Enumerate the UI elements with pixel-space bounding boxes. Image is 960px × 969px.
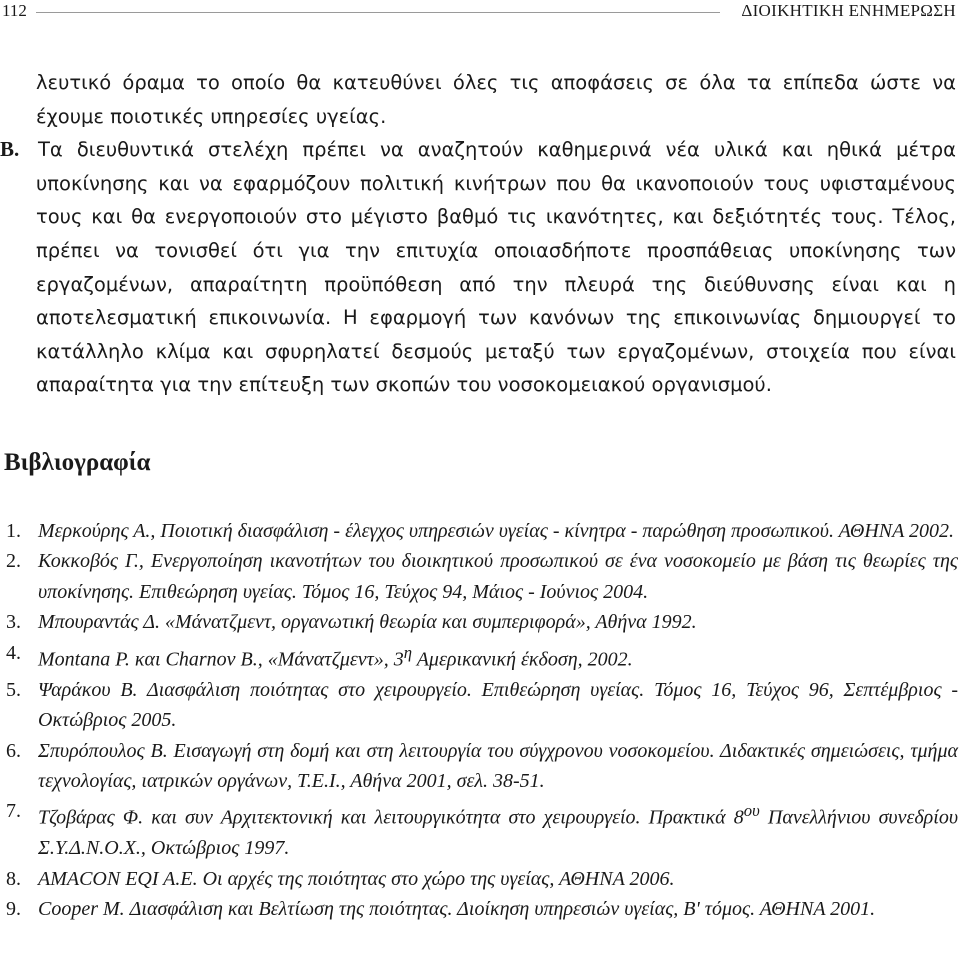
reference-item bbox=[6, 864, 958, 894]
reference-text: Μερκούρης Α., Ποιοτική διασφάλιση - έλεγχος υπηρεσιών υγείας - κίνητρα - παρώθηση προσωπικού. ΑΘΗΝΑ 2002. bbox=[38, 520, 955, 542]
header-rule bbox=[36, 12, 720, 13]
reference-text-part: Τζοβάρας Φ. και συν Αρχιτεκτονική και λειτουργικότητα στο χειρουργείο. Πρακτικά 8 bbox=[38, 806, 744, 829]
reference-text bbox=[38, 796, 958, 863]
reference-number: 3. bbox=[6, 611, 21, 634]
paragraph-2-label: B. bbox=[0, 137, 20, 162]
reference-number: 1. bbox=[6, 520, 21, 542]
reference-text-part: Πανελλήνιου συνεδρίου Σ.Υ.Δ.Ν.Ο.Χ., Οκτώβριος 1997. bbox=[38, 806, 958, 860]
reference-text bbox=[38, 638, 958, 675]
reference-number: 8. bbox=[6, 867, 21, 890]
reference-text: Cooper M. Διασφάλιση και Βελτίωση της ποιότητας. Διοίκηση υπηρεσιών υγείας, Β' τόμος. ΑΘΗΝΑ 2001. bbox=[38, 898, 876, 921]
page-number: 112 bbox=[2, 1, 27, 20]
reference-text: Σπυρόπουλος Β. Εισαγωγή στη δομή και στη λειτουργία του σύγχρονου νοσοκομείου. Διδακτικές σημειώσεις, τμήμα τεχνολογίας, ιατρικών οργάνων, Τ.Ε.Ι., Αθήνα 2001, σελ. 38-51. bbox=[38, 739, 958, 792]
reference-text: Κοκκοβός Γ., Ενεργοποίηση ικανοτήτων του διοικητικού προσωπικού σε ένα νοσοκομείο με βάση τις θεωρίες της υποκίνησης. Επιθεώρηση υγείας. Τόμος 16, Τεύχος 94, Μάιος - Ιούνιος 2004. bbox=[38, 550, 958, 603]
reference-superscript: η bbox=[403, 642, 413, 662]
reference-number: 7. bbox=[6, 800, 21, 823]
reference-item bbox=[6, 736, 958, 797]
reference-text-part: Αμερικανική έκδοση, 2002. bbox=[412, 648, 633, 671]
reference-text: AMACON EQI A.E. Οι αρχές της ποιότητας στο χώρο της υγείας, ΑΘΗΝΑ 2006. bbox=[38, 867, 675, 890]
reference-item bbox=[6, 607, 958, 637]
body-text bbox=[0, 66, 956, 402]
reference-number: 9. bbox=[6, 898, 21, 921]
reference-number: 6. bbox=[6, 739, 21, 762]
paragraph-2-text: Τα διευθυντικά στελέχη πρέπει να αναζητούν καθημερινά νέα υλικά και ηθικά μέτρα υποκίνησης και να εφαρμόζουν πολιτική κινήτρων που θα ικανοποιούν τους υφισταμένους τους και θα ενεργοποιούν στο μέγιστο βαθμό τις ικανότητες, και δεξιότητές τους. Τέλος, πρέπει να τονισθεί ότι για την επιτυχία οποιασδήποτε προσπάθειας υποκίνησης των εργαζομένων, απαραίτητη προϋπόθεση από την πλευρά της διεύθυνσης είναι και η αποτελεσματική επικοινωνία. Η εφαρμογή των κανόνων της επικοινωνίας δημιουργεί το κατάλληλο κλίμα και σφυρηλατεί δεσμούς μεταξύ των εργαζομένων, στοιχεία που είναι απαραίτητα για την επίτευξη των σκοπών του νοσοκομειακού οργανισμού. bbox=[36, 138, 956, 397]
paragraph-2 bbox=[0, 133, 956, 402]
reference-number: 4. bbox=[6, 641, 21, 664]
page-header bbox=[0, 0, 960, 26]
reference-item bbox=[6, 638, 958, 675]
reference-text: Ψαράκου Β. Διασφάλιση ποιότητας στο χειρουργείο. Επιθεώρηση υγείας. Τόμος 16, Τεύχος 96, Σεπτέμβριος - Οκτώβριος 2005. bbox=[38, 678, 958, 732]
reference-item bbox=[6, 675, 958, 736]
reference-number: 5. bbox=[6, 678, 21, 701]
reference-item bbox=[6, 894, 958, 924]
running-head: ΔΙΟΙΚΗΤΙΚΗ ΕΝΗΜΕΡΩΣΗ bbox=[741, 1, 956, 20]
reference-item bbox=[6, 546, 958, 607]
reference-text-part: Montana P. και Charnov B., «Μάνατζμεντ», 3 bbox=[38, 648, 404, 671]
reference-number: 2. bbox=[6, 550, 21, 573]
reference-item bbox=[6, 796, 958, 863]
bibliography-heading: Βιβλιογραφία bbox=[4, 449, 151, 476]
reference-item bbox=[6, 516, 958, 546]
reference-text: Μπουραντάς Δ. «Μάνατζμεντ, οργανωτική θεωρία και συμπεριφορά», Αθήνα 1992. bbox=[38, 611, 697, 634]
reference-list bbox=[6, 516, 958, 925]
reference-superscript: ου bbox=[743, 801, 760, 821]
paragraph-1: λευτικό όραμα το οποίο θα κατευθύνει όλες τις αποφάσεις σε όλα τα επίπεδα ώστε να έχουμε ποιοτικές υπηρεσίες υγείας. bbox=[36, 71, 956, 128]
